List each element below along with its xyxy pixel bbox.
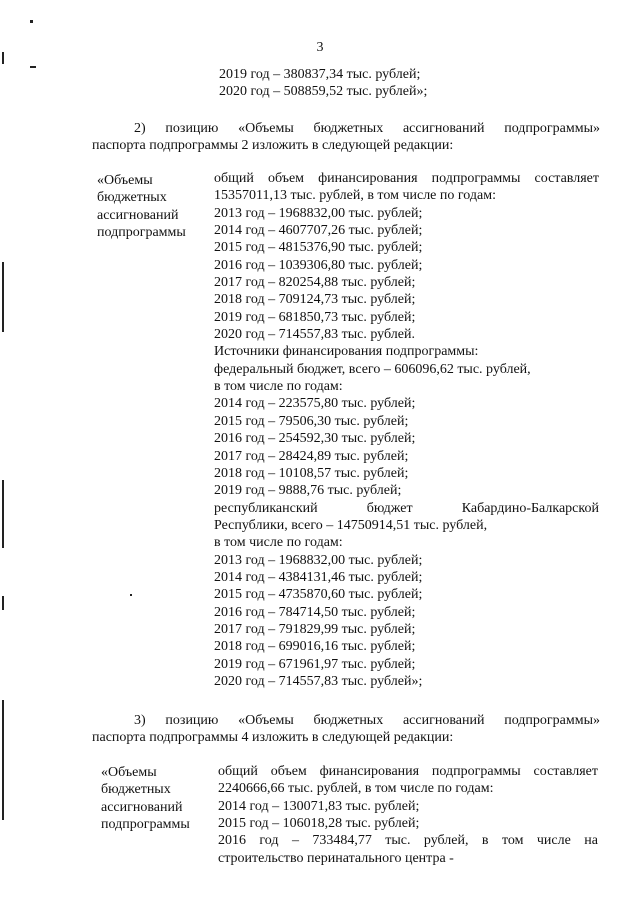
text-line: 2240666,66 тыс. рублей, в том числе по годам: — [218, 781, 494, 797]
left-col-line: «Объемы — [101, 765, 157, 780]
word: подпрограммы» — [504, 713, 600, 728]
left-col-line: ассигнований — [101, 799, 183, 815]
justified-line — [218, 763, 598, 780]
item3-left-column — [101, 764, 190, 833]
word: тыс. — [385, 833, 411, 849]
text-line: Республики, всего – 14750914,51 тыс. рублей, — [214, 517, 488, 533]
word: финансирования — [318, 171, 418, 186]
word: составляет — [533, 764, 598, 779]
text-line: 2018 год – 10108,57 тыс. рублей; — [214, 465, 409, 481]
word: подпрограммы — [431, 171, 521, 186]
text-line: 2019 год – 380837,34 тыс. рублей; — [219, 67, 421, 82]
text-line: 2016 год – 254592,30 тыс. рублей; — [214, 431, 416, 447]
justified-line — [214, 500, 599, 517]
scan-mark — [2, 700, 4, 820]
left-col-line: ассигнований — [97, 207, 179, 223]
item3-heading-line1 — [134, 712, 600, 729]
item2-heading-line1 — [134, 120, 600, 137]
scan-mark — [30, 20, 33, 23]
text-line: 2020 год – 508859,52 тыс. рублей»; — [219, 84, 428, 100]
word: 2016 — [218, 833, 246, 849]
text-line: 15357011,13 тыс. рублей, в том числе по годам: — [214, 188, 496, 204]
text-line: Источники финансирования подпрограммы: — [214, 344, 479, 360]
word: позицию — [165, 713, 219, 728]
word: общий — [218, 764, 258, 779]
text-line: 2017 год – 28424,89 тыс. рублей; — [214, 448, 409, 464]
word: 3) — [134, 713, 146, 728]
word: объем — [270, 764, 307, 779]
word: позицию — [165, 121, 219, 136]
text-line: 2015 год – 79506,30 тыс. рублей; — [214, 413, 409, 429]
item2-heading-line2: паспорта подпрограммы 2 изложить в следующей редакции: — [92, 138, 454, 153]
text-line: 2015 год – 4815376,90 тыс. рублей; — [214, 240, 423, 256]
word: 733484,77 — [312, 833, 372, 849]
text-line: 2014 год – 223575,80 тыс. рублей; — [214, 396, 416, 412]
word: – — [291, 833, 299, 849]
item2-left-column — [97, 172, 186, 241]
word: подпрограммы» — [504, 121, 600, 136]
word: год — [259, 833, 279, 849]
text-line: в том числе по годам: — [214, 535, 343, 551]
item3-heading-line2: паспорта подпрограммы 4 изложить в следующей редакции: — [92, 730, 454, 745]
word: 2) — [134, 121, 146, 136]
text-line: 2019 год – 671961,97 тыс. рублей; — [214, 656, 416, 672]
page-number: 3 — [316, 40, 324, 55]
word: в — [481, 833, 489, 849]
word: том — [501, 833, 524, 849]
text-line: в том числе по годам: — [214, 379, 343, 395]
word: Кабардино-Балкарской — [461, 500, 599, 516]
text-line: 2019 год – 681850,73 тыс. рублей; — [214, 309, 416, 325]
word: ассигнований — [402, 121, 485, 136]
word: составляет — [534, 171, 599, 186]
scan-mark — [130, 594, 132, 596]
continuation-lines — [219, 66, 427, 101]
justified-line — [214, 170, 599, 187]
text-line: 2019 год – 9888,76 тыс. рублей; — [214, 483, 402, 499]
text-line: 2014 год – 4607707,26 тыс. рублей; — [214, 223, 423, 239]
scan-mark — [2, 480, 4, 548]
left-col-line: «Объемы — [97, 173, 153, 188]
justified-line — [218, 832, 598, 849]
word: рублей, — [423, 833, 469, 849]
word: ассигнований — [402, 713, 485, 728]
word: бюджетных — [313, 713, 384, 728]
text-line: 2014 год – 130071,83 тыс. рублей; — [218, 798, 420, 814]
text-line: 2017 год – 791829,99 тыс. рублей; — [214, 621, 416, 637]
text-line: 2013 год – 1968832,00 тыс. рублей; — [214, 552, 423, 568]
word: республиканский — [214, 500, 318, 516]
scan-mark — [2, 596, 4, 610]
left-col-line: подпрограммы — [97, 225, 186, 241]
word: на — [584, 833, 598, 849]
scan-mark — [2, 262, 4, 332]
text-line: 2018 год – 709124,73 тыс. рублей; — [214, 292, 416, 308]
left-col-line: бюджетных — [97, 190, 167, 206]
text-line: 2020 год – 714557,83 тыс. рублей»; — [214, 673, 423, 689]
text-line: 2020 год – 714557,83 тыс. рублей. — [214, 327, 415, 343]
word: бюджет — [366, 500, 413, 516]
word: числе — [536, 833, 571, 849]
word: финансирования — [319, 764, 420, 779]
text-line: 2018 год – 699016,16 тыс. рублей; — [214, 639, 416, 655]
word: общий — [214, 171, 254, 186]
text-line: 2013 год – 1968832,00 тыс. рублей; — [214, 205, 423, 221]
text-line: строительство перинатального центра - — [218, 850, 454, 866]
text-line: 2016 год – 784714,50 тыс. рублей; — [214, 604, 416, 620]
text-line: 2015 год – 4735870,60 тыс. рублей; — [214, 587, 423, 603]
word: «Объемы — [238, 121, 294, 136]
text-line: 2015 год – 106018,28 тыс. рублей; — [218, 816, 420, 832]
text-line: 2016 год – 1039306,80 тыс. рублей; — [214, 257, 423, 273]
text-line: федеральный бюджет, всего – 606096,62 тыс. рублей, — [214, 361, 531, 377]
scan-mark — [30, 66, 36, 68]
left-col-line: подпрограммы — [101, 817, 190, 833]
word: объем — [267, 171, 305, 186]
item3-right-column — [218, 763, 598, 867]
text-line: 2014 год – 4384131,46 тыс. рублей; — [214, 569, 423, 585]
word: «Объемы — [238, 713, 294, 728]
left-col-line: бюджетных — [101, 782, 171, 798]
word: подпрограммы — [431, 764, 521, 779]
text-line: 2017 год – 820254,88 тыс. рублей; — [214, 275, 416, 291]
word: бюджетных — [313, 121, 384, 136]
item2-right-column — [214, 170, 599, 690]
